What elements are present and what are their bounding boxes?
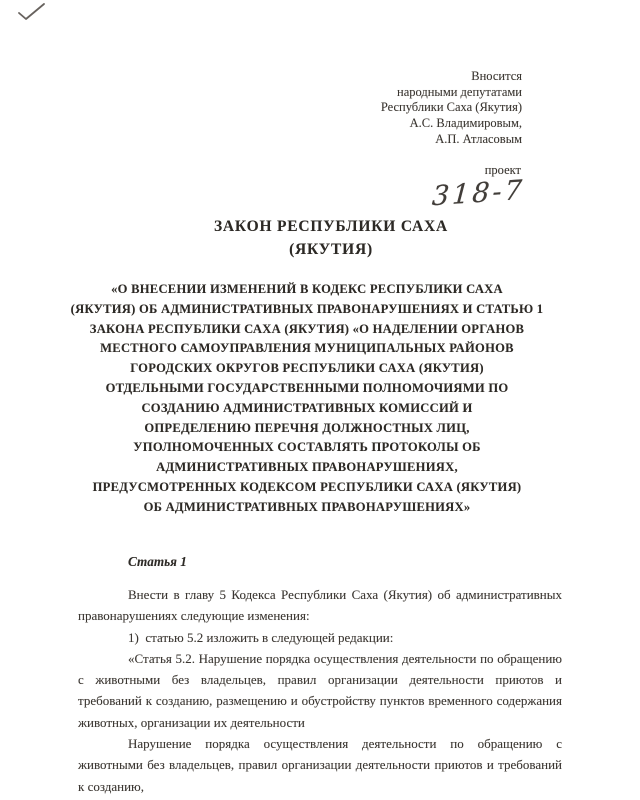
submission-line: народными депутатами xyxy=(397,84,522,99)
law-title xyxy=(82,216,580,261)
law-subtitle-line: ПРЕДУСМОТРЕННЫХ КОДЕКСОМ РЕСПУБЛИКИ САХА (ЯКУТИЯ) xyxy=(92,479,522,494)
law-subtitle-line: МЕСТНОГО САМОУПРАВЛЕНИЯ МУНИЦИПАЛЬНЫХ РАЙОНОВ xyxy=(100,341,514,356)
law-subtitle-line: ОТДЕЛЬНЫМИ ГОСУДАРСТВЕННЫМИ ПОЛНОМОЧИЯМИ ПО xyxy=(105,380,509,395)
law-subtitle-line: УПОЛНОМОЧЕННЫХ СОСТАВЛЯТЬ ПРОТОКОЛЫ ОБ xyxy=(133,440,481,455)
law-subtitle-line: СОЗДАНИЮ АДМИНИСТРАТИВНЫХ КОМИССИЙ И xyxy=(141,400,473,415)
law-subtitle-line: (ЯКУТИЯ) ОБ АДМИНИСТРАТИВНЫХ ПРАВОНАРУШЕНИЯХ И СТАТЬЮ 1 xyxy=(70,301,544,316)
handwritten-check-mark-icon xyxy=(17,2,47,22)
submission-line: Республики Саха (Якутия) xyxy=(380,100,522,115)
law-subtitle-line: «О ВНЕСЕНИИ ИЗМЕНЕНИЙ В КОДЕКС РЕСПУБЛИКИ САХА xyxy=(111,282,503,296)
law-subtitle-line: ОПРЕДЕЛЕНИЮ ПЕРЕЧНЯ ДОЛЖНОСТНЫХ ЛИЦ, xyxy=(144,420,470,435)
draft-number-handwritten: 318-7 xyxy=(431,174,526,213)
law-subtitle-line: ЗАКОНА РЕСПУБЛИКИ САХА (ЯКУТИЯ) «О НАДЕЛЕНИИ ОРГАНОВ xyxy=(89,321,525,336)
paragraph-amendment-intro: Внести в главу 5 Кодекса Республики Саха (Якутия) об административных правонарушениях следующие изменения: xyxy=(78,587,562,624)
law-subtitle-line: ОБ АДМИНИСТРАТИВНЫХ ПРАВОНАРУШЕНИЯХ» xyxy=(143,499,471,514)
law-title-line: (ЯКУТИЯ) xyxy=(289,240,373,258)
paragraph-item-1: 1) статью 5.2 изложить в следующей редакции: xyxy=(128,629,394,645)
submission-line: Вносится xyxy=(471,69,522,83)
article-body xyxy=(78,584,562,797)
article-1-heading: Статья 1 xyxy=(128,554,187,569)
draft-label: проект xyxy=(484,163,521,177)
submission-line: А.П. Атласовым xyxy=(435,131,522,146)
submission-line: А.С. Владимировым, xyxy=(409,116,522,131)
paragraph-article-5-2-title: «Статья 5.2. Нарушение порядка осуществления деятельности по обращению с животными без владельцев, правил организации деятельности приютов и требований к созданию, размещению и обустройству пунктов временного содержания животных, организации их деятельности xyxy=(78,650,562,730)
law-subtitle-line: АДМИНИСТРАТИВНЫХ ПРАВОНАРУШЕНИЯХ, xyxy=(156,460,458,475)
submission-note xyxy=(381,69,522,148)
paragraph-article-5-2-body: Нарушение порядка осуществления деятельности по обращению с животными без владельцев, правил организации деятельности приютов и требований к созданию, xyxy=(78,736,562,794)
law-subtitle xyxy=(58,280,556,518)
law-subtitle-line: ГОРОДСКИХ ОКРУГОВ РЕСПУБЛИКИ САХА (ЯКУТИЯ) xyxy=(130,361,484,376)
law-title-line: ЗАКОН РЕСПУБЛИКИ САХА xyxy=(213,218,449,235)
